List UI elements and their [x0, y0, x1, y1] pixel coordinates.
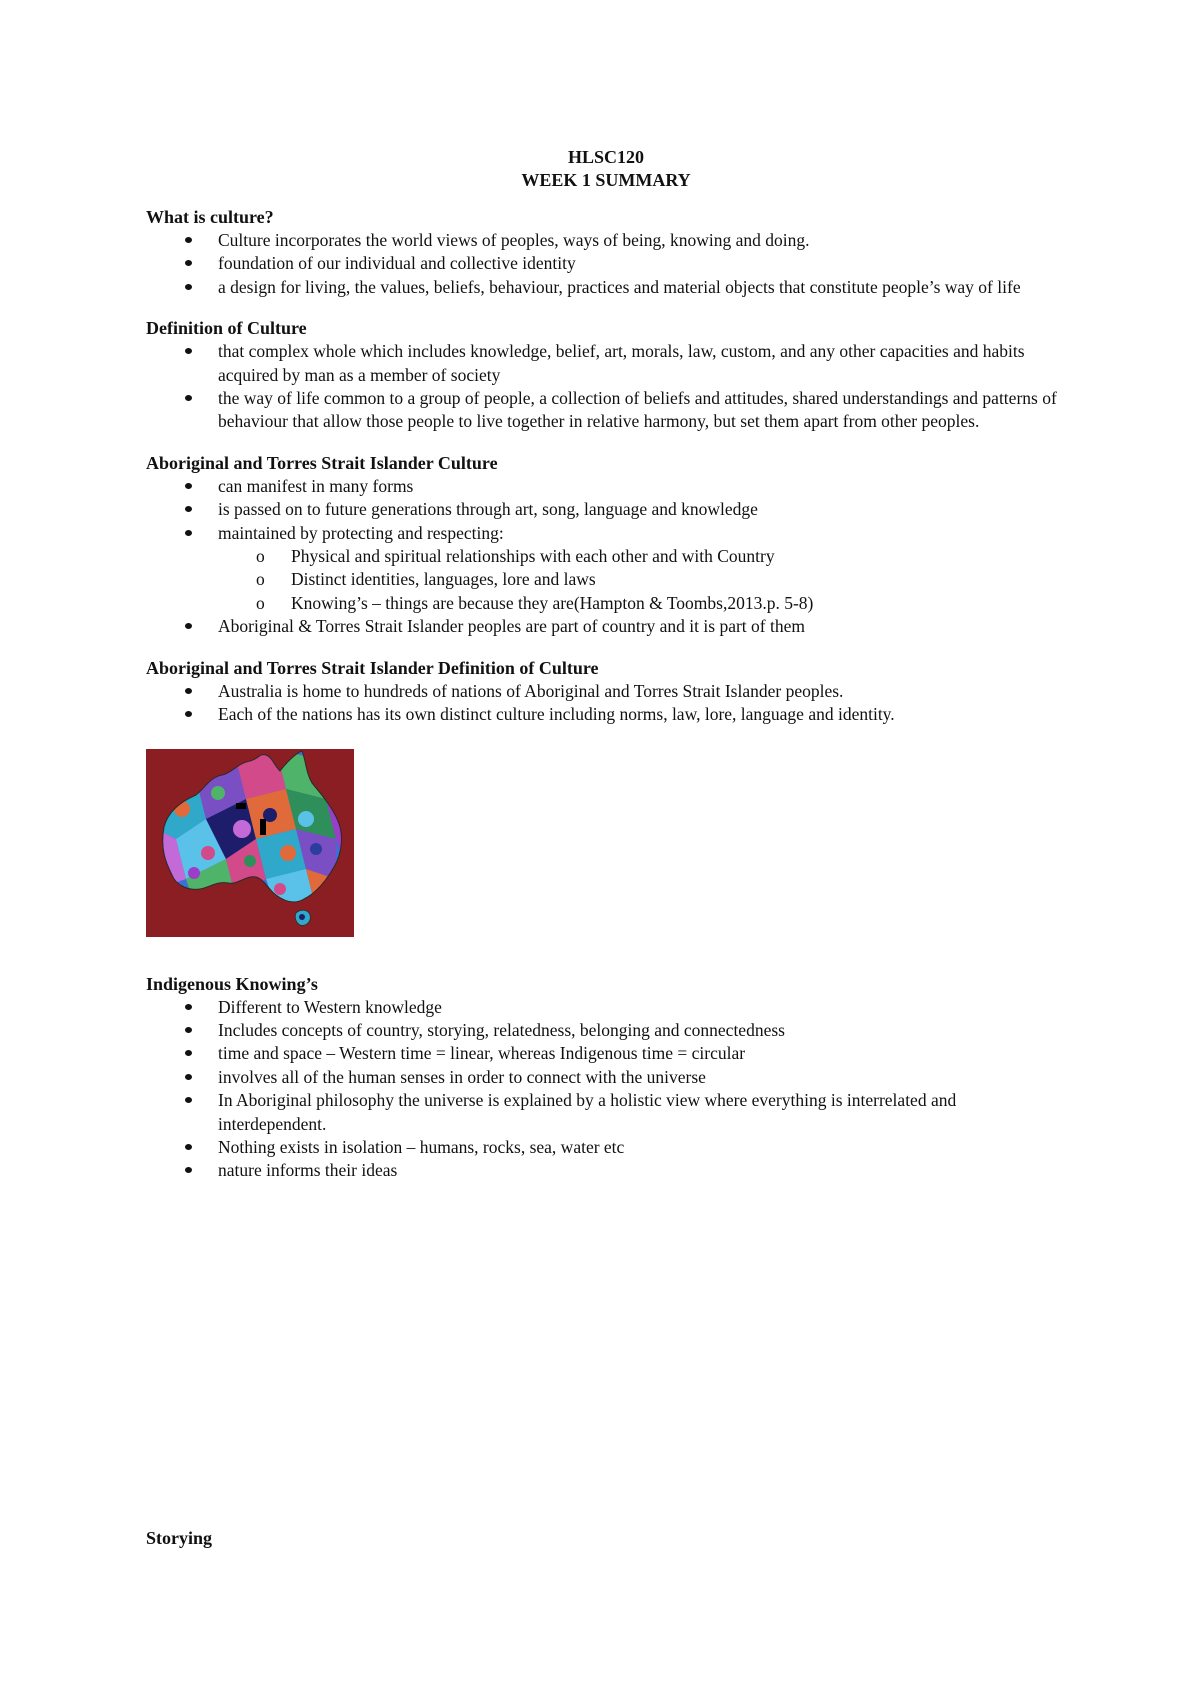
tasmania-shape — [295, 910, 310, 925]
list-item: the way of life common to a group of people, a collection of beliefs and attitudes, shared understandings and patterns of behaviour that allow those people to live together in relative harmony, but set them apart from other peoples. — [146, 387, 1066, 434]
sub-list-item: o Physical and spiritual relationships with each other and with Country — [146, 545, 1066, 568]
sub-bullet-list — [146, 545, 1066, 615]
section-heading: Storying — [146, 1528, 213, 1548]
list-item: maintained by protecting and respecting: — [146, 522, 1066, 545]
list-item: time and space – Western time = linear, whereas Indigenous time = circular — [146, 1042, 1066, 1065]
list-item: Different to Western knowledge — [146, 996, 1066, 1019]
section-definition-of-culture — [146, 317, 1066, 434]
list-item: can manifest in many forms — [146, 475, 1066, 498]
bullet-list — [146, 615, 1066, 638]
section-storying — [146, 1527, 212, 1550]
list-item: Nothing exists in isolation – humans, rocks, sea, water etc — [146, 1136, 1066, 1159]
list-item: a design for living, the values, beliefs, behaviour, practices and material objects that constitute people’s way of life — [146, 276, 1066, 299]
list-item: Each of the nations has its own distinct culture including norms, law, lore, language and identity. — [146, 703, 1066, 726]
list-item: Australia is home to hundreds of nations of Aboriginal and Torres Strait Islander peoples. — [146, 680, 1066, 703]
list-item: Includes concepts of country, storying, relatedness, belonging and connectedness — [146, 1019, 1066, 1042]
list-item: is passed on to future generations through art, song, language and knowledge — [146, 498, 1066, 521]
bullet-list — [146, 229, 1066, 299]
document-title — [146, 146, 1066, 192]
list-item: involves all of the human senses in order to connect with the universe — [146, 1066, 1066, 1089]
section-atsi-culture — [146, 452, 1066, 639]
document-page — [146, 146, 1066, 1201]
bullet-list — [146, 996, 1066, 1183]
aboriginal-nations-map-image — [146, 749, 354, 937]
list-item: Aboriginal & Torres Strait Islander peoples are part of country and it is part of them — [146, 615, 1066, 638]
section-atsi-definition — [146, 657, 1066, 727]
list-item: Culture incorporates the world views of peoples, ways of being, knowing and doing. — [146, 229, 1066, 252]
list-item: that complex whole which includes knowledge, belief, art, morals, law, custom, and any other capacities and habits acquired by man as a member of society — [146, 340, 1066, 387]
bullet-list — [146, 680, 1066, 727]
list-item: In Aboriginal philosophy the universe is explained by a holistic view where everything is interrelated and interdependent. — [146, 1089, 1066, 1136]
sub-list-item: o Distinct identities, languages, lore and laws — [146, 568, 1066, 591]
section-heading: Definition of Culture — [146, 318, 307, 339]
list-item: foundation of our individual and collective identity — [146, 252, 1066, 275]
sub-list-item: o Knowing’s – things are because they are(Hampton & Toombs,2013.p. 5-8) — [146, 592, 1066, 615]
section-what-is-culture — [146, 206, 1066, 299]
bullet-list — [146, 340, 1066, 434]
section-heading: Aboriginal and Torres Strait Islander Culture — [146, 452, 498, 473]
section-heading: Aboriginal and Torres Strait Islander Definition of Culture — [146, 657, 599, 678]
course-code: HLSC120 — [567, 147, 645, 167]
section-indigenous-knowings — [146, 973, 1066, 1183]
bullet-list — [146, 475, 1066, 545]
list-item: nature informs their ideas — [146, 1159, 1066, 1182]
section-heading: Indigenous Knowing’s — [146, 973, 318, 994]
week-title: WEEK 1 SUMMARY — [521, 170, 691, 190]
section-heading: What is culture? — [146, 207, 274, 227]
